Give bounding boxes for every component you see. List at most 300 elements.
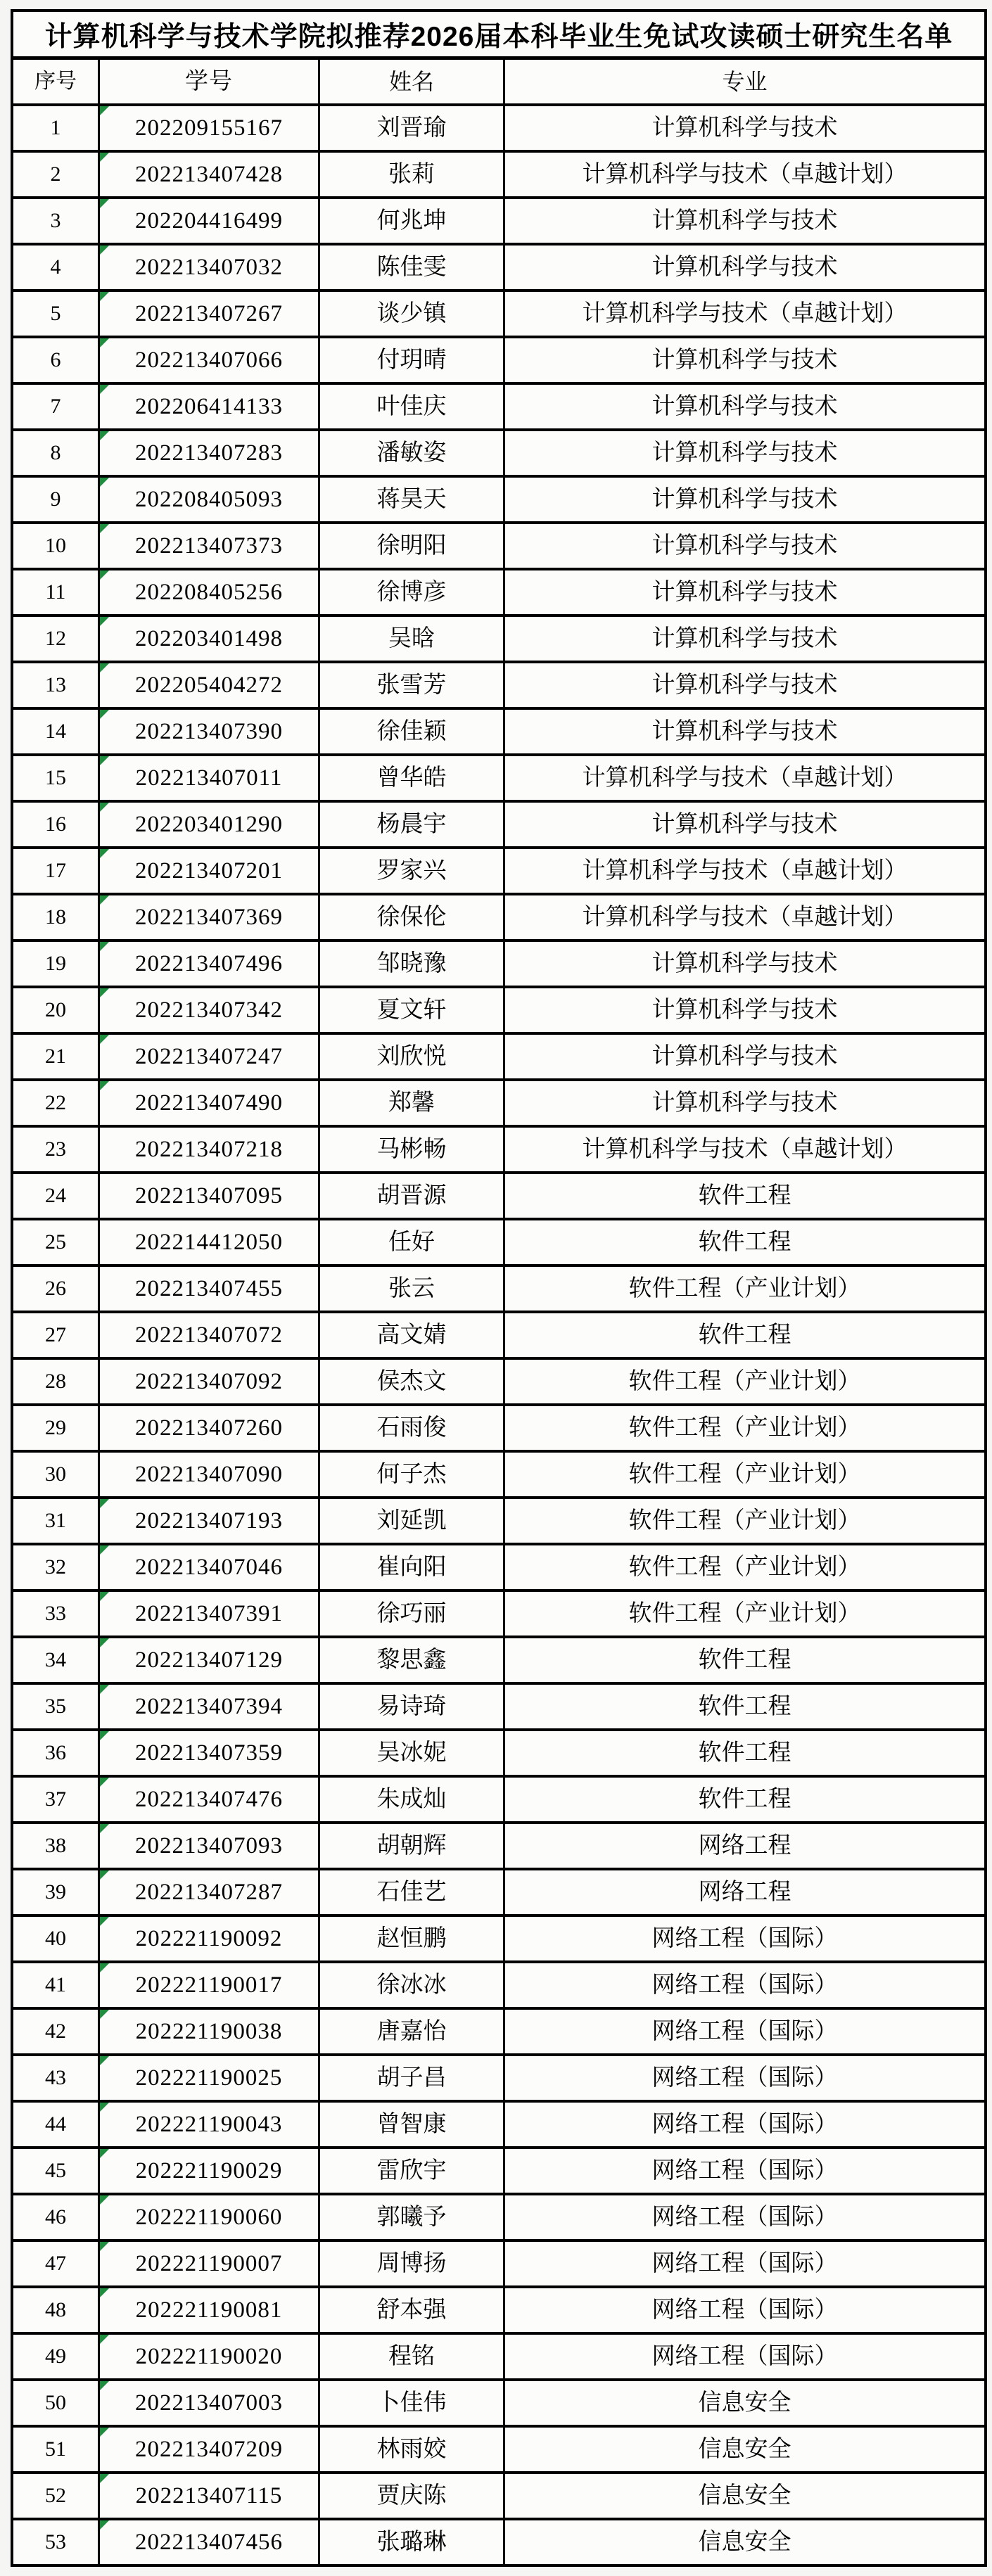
- cell-major: 计算机科学与技术: [651, 1043, 838, 1069]
- cell-index: 44: [13, 2103, 100, 2146]
- cell-major: 计算机科学与技术: [651, 208, 838, 234]
- cell-name: 舒本强: [320, 2288, 505, 2332]
- table-row: [13, 2103, 984, 2149]
- cell-index: 46: [13, 2195, 100, 2239]
- cell-name: 邹晓豫: [320, 942, 505, 986]
- corner-marker-icon: [100, 2056, 109, 2065]
- cell-student-id: 202213407092: [100, 1360, 320, 1403]
- corner-marker-icon: [100, 803, 109, 812]
- cell-student-id: 202213407247: [100, 1035, 320, 1078]
- cell-student-id: 202221190043: [100, 2103, 320, 2146]
- corner-marker-icon: [100, 1778, 109, 1787]
- cell-student-id: 202213407115: [100, 2474, 320, 2518]
- cell-index: 5: [13, 292, 100, 336]
- cell-major: 软件工程: [698, 1647, 791, 1673]
- header-cell-index: 序号: [13, 60, 100, 103]
- cell-name: 付玥晴: [320, 338, 505, 382]
- cell-index: 40: [13, 1917, 100, 1960]
- table-row: [13, 1638, 984, 1685]
- table-row: [13, 2474, 984, 2520]
- cell-index: 30: [13, 1453, 100, 1496]
- cell-student-id: 202213407287: [100, 1870, 320, 1914]
- cell-major: 计算机科学与技术: [651, 486, 838, 512]
- cell-index: 43: [13, 2056, 100, 2100]
- corner-marker-icon: [100, 1731, 109, 1740]
- table-row: [13, 1499, 984, 1545]
- cell-name: 易诗琦: [320, 1685, 505, 1728]
- cell-index: 48: [13, 2288, 100, 2332]
- cell-name: 潘敏姿: [320, 431, 505, 475]
- cell-name: 陈佳雯: [320, 246, 505, 289]
- table-row: [13, 292, 984, 338]
- cell-student-id: 202213407090: [100, 1453, 320, 1496]
- table-row: [13, 2242, 984, 2288]
- cell-name: 曾智康: [320, 2103, 505, 2146]
- table-row: [13, 2288, 984, 2335]
- cell-index: 15: [13, 756, 100, 800]
- cell-name: 雷欣宇: [320, 2149, 505, 2193]
- cell-major: 计算机科学与技术: [651, 115, 838, 141]
- cell-major: 网络工程（国际）: [651, 2250, 838, 2276]
- cell-student-id: 202213407455: [100, 1267, 320, 1311]
- cell-major: 软件工程: [698, 1229, 791, 1255]
- cell-major: 计算机科学与技术（卓越计划）: [582, 300, 908, 326]
- table-row: [13, 1453, 984, 1499]
- table-row: [13, 2335, 984, 2381]
- table-row: [13, 338, 984, 385]
- cell-major: 网络工程: [698, 1832, 791, 1858]
- cell-index: 24: [13, 1174, 100, 1218]
- cell-name: 黎思鑫: [320, 1638, 505, 1682]
- corner-marker-icon: [100, 338, 109, 347]
- cell-student-id: 202221190017: [100, 1963, 320, 2007]
- corner-marker-icon: [100, 2474, 109, 2483]
- cell-student-id: 202213407011: [100, 756, 320, 800]
- cell-index: 8: [13, 431, 100, 475]
- table-row: [13, 1592, 984, 1638]
- table-row: [13, 803, 984, 849]
- cell-index: 49: [13, 2335, 100, 2378]
- cell-name: 叶佳庆: [320, 385, 505, 428]
- cell-index: 18: [13, 895, 100, 939]
- cell-name: 郑馨: [320, 1081, 505, 1125]
- cell-index: 14: [13, 710, 100, 753]
- cell-major: 计算机科学与技术: [651, 254, 838, 280]
- cell-name: 张璐琳: [320, 2520, 505, 2564]
- table-row: [13, 1128, 984, 1174]
- cell-name: 马彬畅: [320, 1128, 505, 1171]
- cell-major: 网络工程（国际）: [651, 1972, 838, 1998]
- cell-student-id: 202213407218: [100, 1128, 320, 1171]
- corner-marker-icon: [100, 2242, 109, 2251]
- table-row: [13, 2381, 984, 2428]
- corner-marker-icon: [100, 1592, 109, 1601]
- cell-major: 计算机科学与技术: [651, 718, 838, 744]
- corner-marker-icon: [100, 663, 109, 672]
- cell-index: 7: [13, 385, 100, 428]
- table-row: [13, 1220, 984, 1267]
- cell-name: 卜佳伟: [320, 2381, 505, 2425]
- corner-marker-icon: [100, 1824, 109, 1833]
- corner-marker-icon: [100, 246, 109, 255]
- corner-marker-icon: [100, 478, 109, 487]
- cell-student-id: 202213407496: [100, 942, 320, 986]
- corner-marker-icon: [100, 524, 109, 533]
- corner-marker-icon: [100, 895, 109, 905]
- cell-name: 罗家兴: [320, 849, 505, 893]
- cell-major: 信息安全: [698, 2482, 791, 2508]
- table-body: [13, 106, 984, 2564]
- cell-name: 石雨俊: [320, 1406, 505, 1450]
- table-row: [13, 153, 984, 199]
- cell-index: 52: [13, 2474, 100, 2518]
- table-row: [13, 2149, 984, 2195]
- table-row: [13, 1406, 984, 1453]
- cell-major: 软件工程（产业计划）: [628, 1600, 861, 1626]
- cell-index: 10: [13, 524, 100, 568]
- corner-marker-icon: [100, 2428, 109, 2437]
- cell-name: 张莉: [320, 153, 505, 196]
- cell-index: 39: [13, 1870, 100, 1914]
- cell-name: 侯杰文: [320, 1360, 505, 1403]
- cell-student-id: 202214412050: [100, 1220, 320, 1264]
- cell-major: 网络工程（国际）: [651, 2018, 838, 2044]
- header-cell-major: 专业: [722, 69, 768, 94]
- cell-student-id: 202204416499: [100, 199, 320, 243]
- cell-major: 计算机科学与技术: [651, 393, 838, 419]
- corner-marker-icon: [100, 756, 109, 765]
- table-row: [13, 2056, 984, 2103]
- corner-marker-icon: [100, 617, 109, 626]
- cell-index: 23: [13, 1128, 100, 1171]
- cell-index: 1: [13, 106, 100, 150]
- table-row: [13, 106, 984, 153]
- corner-marker-icon: [100, 1638, 109, 1647]
- cell-index: 34: [13, 1638, 100, 1682]
- table-row: [13, 1081, 984, 1128]
- table-row: [13, 1313, 984, 1360]
- cell-student-id: 202213407390: [100, 710, 320, 753]
- cell-index: 26: [13, 1267, 100, 1311]
- cell-student-id: 202213407066: [100, 338, 320, 382]
- corner-marker-icon: [100, 292, 109, 301]
- cell-student-id: 202213407193: [100, 1499, 320, 1543]
- cell-student-id: 202221190025: [100, 2056, 320, 2100]
- corner-marker-icon: [100, 1870, 109, 1880]
- cell-name: 程铭: [320, 2335, 505, 2378]
- corner-marker-icon: [100, 1035, 109, 1044]
- table-row: [13, 524, 984, 570]
- corner-marker-icon: [100, 2520, 109, 2530]
- corner-marker-icon: [100, 2381, 109, 2390]
- cell-index: 19: [13, 942, 100, 986]
- corner-marker-icon: [100, 2010, 109, 2019]
- corner-marker-icon: [100, 153, 109, 162]
- cell-name: 徐博彦: [320, 570, 505, 614]
- cell-major: 计算机科学与技术: [651, 533, 838, 559]
- cell-major: 计算机科学与技术: [651, 811, 838, 837]
- cell-name: 徐巧丽: [320, 1592, 505, 1635]
- cell-index: 25: [13, 1220, 100, 1264]
- cell-student-id: 202213407032: [100, 246, 320, 289]
- cell-index: 2: [13, 153, 100, 196]
- cell-student-id: 202213407093: [100, 1824, 320, 1868]
- cell-major: 网络工程（国际）: [651, 2297, 838, 2323]
- cell-name: 徐保伦: [320, 895, 505, 939]
- cell-major: 网络工程（国际）: [651, 1925, 838, 1951]
- table-row: [13, 1174, 984, 1220]
- cell-student-id: 202221190007: [100, 2242, 320, 2285]
- corner-marker-icon: [100, 1917, 109, 1926]
- cell-name: 胡朝辉: [320, 1824, 505, 1868]
- cell-student-id: 202208405093: [100, 478, 320, 521]
- cell-student-id: 202203401498: [100, 617, 320, 661]
- cell-student-id: 202213407283: [100, 431, 320, 475]
- cell-major: 信息安全: [698, 2390, 791, 2416]
- cell-name: 何兆坤: [320, 199, 505, 243]
- cell-name: 任好: [320, 1220, 505, 1264]
- table-row: [13, 1035, 984, 1081]
- corner-marker-icon: [100, 988, 109, 997]
- cell-index: 29: [13, 1406, 100, 1450]
- corner-marker-icon: [100, 1499, 109, 1508]
- cell-index: 3: [13, 199, 100, 243]
- corner-marker-icon: [100, 1963, 109, 1972]
- cell-name: 贾庆陈: [320, 2474, 505, 2518]
- cell-index: 42: [13, 2010, 100, 2053]
- cell-name: 周博扬: [320, 2242, 505, 2285]
- cell-student-id: 202213407342: [100, 988, 320, 1032]
- cell-student-id: 202205404272: [100, 663, 320, 707]
- table-row: [13, 199, 984, 246]
- cell-name: 林雨姣: [320, 2428, 505, 2471]
- corner-marker-icon: [100, 385, 109, 394]
- cell-student-id: 202213407129: [100, 1638, 320, 1682]
- cell-index: 47: [13, 2242, 100, 2285]
- cell-index: 45: [13, 2149, 100, 2193]
- corner-marker-icon: [100, 2195, 109, 2205]
- cell-name: 夏文轩: [320, 988, 505, 1032]
- cell-index: 12: [13, 617, 100, 661]
- cell-student-id: 202206414133: [100, 385, 320, 428]
- cell-major: 计算机科学与技术: [651, 1090, 838, 1116]
- cell-name: 徐明阳: [320, 524, 505, 568]
- cell-major: 信息安全: [698, 2436, 791, 2462]
- cell-student-id: 202213407428: [100, 153, 320, 196]
- corner-marker-icon: [100, 849, 109, 858]
- cell-student-id: 202213407369: [100, 895, 320, 939]
- cell-name: 何子杰: [320, 1453, 505, 1496]
- cell-index: 36: [13, 1731, 100, 1775]
- corner-marker-icon: [100, 2149, 109, 2158]
- cell-name: 赵恒鹏: [320, 1917, 505, 1960]
- cell-major: 计算机科学与技术（卓越计划）: [582, 765, 908, 791]
- cell-major: 软件工程: [698, 1182, 791, 1209]
- cell-index: 32: [13, 1545, 100, 1589]
- page-title: 计算机科学与技术学院拟推荐2026届本科毕业生免试攻读硕士研究生名单: [13, 12, 984, 60]
- table-row: [13, 385, 984, 431]
- table-row: [13, 1778, 984, 1824]
- cell-student-id: 202209155167: [100, 106, 320, 150]
- table-row: [13, 1267, 984, 1313]
- corner-marker-icon: [100, 942, 109, 951]
- cell-index: 17: [13, 849, 100, 893]
- cell-student-id: 202203401290: [100, 803, 320, 846]
- corner-marker-icon: [100, 570, 109, 580]
- corner-marker-icon: [100, 710, 109, 719]
- cell-student-id: 202221190092: [100, 1917, 320, 1960]
- cell-name: 刘延凯: [320, 1499, 505, 1543]
- cell-name: 张雪芳: [320, 663, 505, 707]
- cell-index: 13: [13, 663, 100, 707]
- table-row: [13, 431, 984, 478]
- cell-major: 软件工程（产业计划）: [628, 1415, 861, 1441]
- cell-student-id: 202213407260: [100, 1406, 320, 1450]
- corner-marker-icon: [100, 106, 109, 115]
- roster-table: [11, 9, 987, 2567]
- cell-name: 蒋昊天: [320, 478, 505, 521]
- cell-index: 28: [13, 1360, 100, 1403]
- cell-student-id: 202221190060: [100, 2195, 320, 2239]
- cell-major: 软件工程（产业计划）: [628, 1461, 861, 1487]
- cell-major: 计算机科学与技术: [651, 672, 838, 698]
- cell-student-id: 202213407095: [100, 1174, 320, 1218]
- table-row: [13, 1824, 984, 1870]
- cell-index: 53: [13, 2520, 100, 2564]
- table-row: [13, 942, 984, 988]
- header-cell-student-id: 学号: [100, 60, 320, 103]
- table-row: [13, 246, 984, 292]
- corner-marker-icon: [100, 199, 109, 208]
- cell-major: 计算机科学与技术: [651, 440, 838, 466]
- cell-index: 4: [13, 246, 100, 289]
- corner-marker-icon: [100, 2103, 109, 2112]
- cell-index: 41: [13, 1963, 100, 2007]
- cell-student-id: 202213407267: [100, 292, 320, 336]
- cell-index: 11: [13, 570, 100, 614]
- header-row: [13, 60, 984, 106]
- cell-major: 计算机科学与技术: [651, 347, 838, 373]
- corner-marker-icon: [100, 1081, 109, 1090]
- cell-name: 徐冰冰: [320, 1963, 505, 2007]
- cell-student-id: 202213407201: [100, 849, 320, 893]
- cell-name: 刘晋瑜: [320, 106, 505, 150]
- table-row: [13, 478, 984, 524]
- table-row: [13, 1731, 984, 1778]
- table-row: [13, 1917, 984, 1963]
- cell-index: 38: [13, 1824, 100, 1868]
- cell-name: 高文婧: [320, 1313, 505, 1357]
- cell-index: 33: [13, 1592, 100, 1635]
- corner-marker-icon: [100, 1685, 109, 1694]
- cell-name: 曾华皓: [320, 756, 505, 800]
- cell-name: 吴冰妮: [320, 1731, 505, 1775]
- header-cell-name: 姓名: [320, 60, 505, 103]
- cell-name: 杨晨宇: [320, 803, 505, 846]
- cell-major: 网络工程（国际）: [651, 2111, 838, 2137]
- corner-marker-icon: [100, 2288, 109, 2297]
- table-row: [13, 710, 984, 756]
- cell-student-id: 202213407476: [100, 1778, 320, 1821]
- cell-major: 软件工程（产业计划）: [628, 1554, 861, 1580]
- cell-index: 20: [13, 988, 100, 1032]
- cell-index: 27: [13, 1313, 100, 1357]
- cell-major: 网络工程（国际）: [651, 2157, 838, 2183]
- corner-marker-icon: [100, 2335, 109, 2344]
- cell-major: 信息安全: [698, 2529, 791, 2555]
- cell-major: 计算机科学与技术: [651, 997, 838, 1023]
- cell-major: 软件工程: [698, 1786, 791, 1812]
- table-row: [13, 988, 984, 1035]
- cell-major: 软件工程: [698, 1693, 791, 1719]
- table-row: [13, 1870, 984, 1917]
- cell-student-id: 202221190081: [100, 2288, 320, 2332]
- cell-major: 软件工程（产业计划）: [628, 1368, 861, 1394]
- cell-student-id: 202221190038: [100, 2010, 320, 2053]
- cell-student-id: 202213407046: [100, 1545, 320, 1589]
- cell-student-id: 202208405256: [100, 570, 320, 614]
- cell-major: 计算机科学与技术: [651, 950, 838, 976]
- cell-student-id: 202213407072: [100, 1313, 320, 1357]
- table-row: [13, 1545, 984, 1592]
- cell-name: 崔向阳: [320, 1545, 505, 1589]
- cell-major: 计算机科学与技术（卓越计划）: [582, 904, 908, 930]
- cell-student-id: 202213407373: [100, 524, 320, 568]
- table-row: [13, 1963, 984, 2010]
- cell-index: 16: [13, 803, 100, 846]
- cell-index: 9: [13, 478, 100, 521]
- cell-major: 网络工程: [698, 1879, 791, 1905]
- cell-name: 吴晗: [320, 617, 505, 661]
- table-row: [13, 2520, 984, 2564]
- cell-student-id: 202213407394: [100, 1685, 320, 1728]
- cell-major: 计算机科学与技术: [651, 579, 838, 605]
- table-row: [13, 617, 984, 663]
- table-row: [13, 849, 984, 895]
- cell-name: 张云: [320, 1267, 505, 1311]
- cell-name: 胡子昌: [320, 2056, 505, 2100]
- cell-student-id: 202221190020: [100, 2335, 320, 2378]
- cell-index: 51: [13, 2428, 100, 2471]
- cell-student-id: 202213407359: [100, 1731, 320, 1775]
- table-row: [13, 570, 984, 617]
- cell-major: 计算机科学与技术（卓越计划）: [582, 857, 908, 884]
- cell-index: 22: [13, 1081, 100, 1125]
- cell-index: 50: [13, 2381, 100, 2425]
- cell-student-id: 202213407456: [100, 2520, 320, 2564]
- cell-student-id: 202213407209: [100, 2428, 320, 2471]
- cell-name: 郭曦予: [320, 2195, 505, 2239]
- cell-index: 21: [13, 1035, 100, 1078]
- cell-major: 计算机科学与技术（卓越计划）: [582, 161, 908, 187]
- table-row: [13, 895, 984, 942]
- cell-index: 31: [13, 1499, 100, 1543]
- corner-marker-icon: [100, 431, 109, 440]
- cell-major: 网络工程（国际）: [651, 2343, 838, 2369]
- table-row: [13, 756, 984, 803]
- cell-index: 35: [13, 1685, 100, 1728]
- cell-major: 软件工程（产业计划）: [628, 1507, 861, 1534]
- table-row: [13, 1360, 984, 1406]
- cell-name: 刘欣悦: [320, 1035, 505, 1078]
- cell-student-id: 202213407490: [100, 1081, 320, 1125]
- cell-name: 徐佳颖: [320, 710, 505, 753]
- cell-name: 唐嘉怡: [320, 2010, 505, 2053]
- cell-major: 软件工程: [698, 1322, 791, 1348]
- cell-student-id: 202221190029: [100, 2149, 320, 2193]
- corner-marker-icon: [100, 1545, 109, 1555]
- cell-name: 谈少镇: [320, 292, 505, 336]
